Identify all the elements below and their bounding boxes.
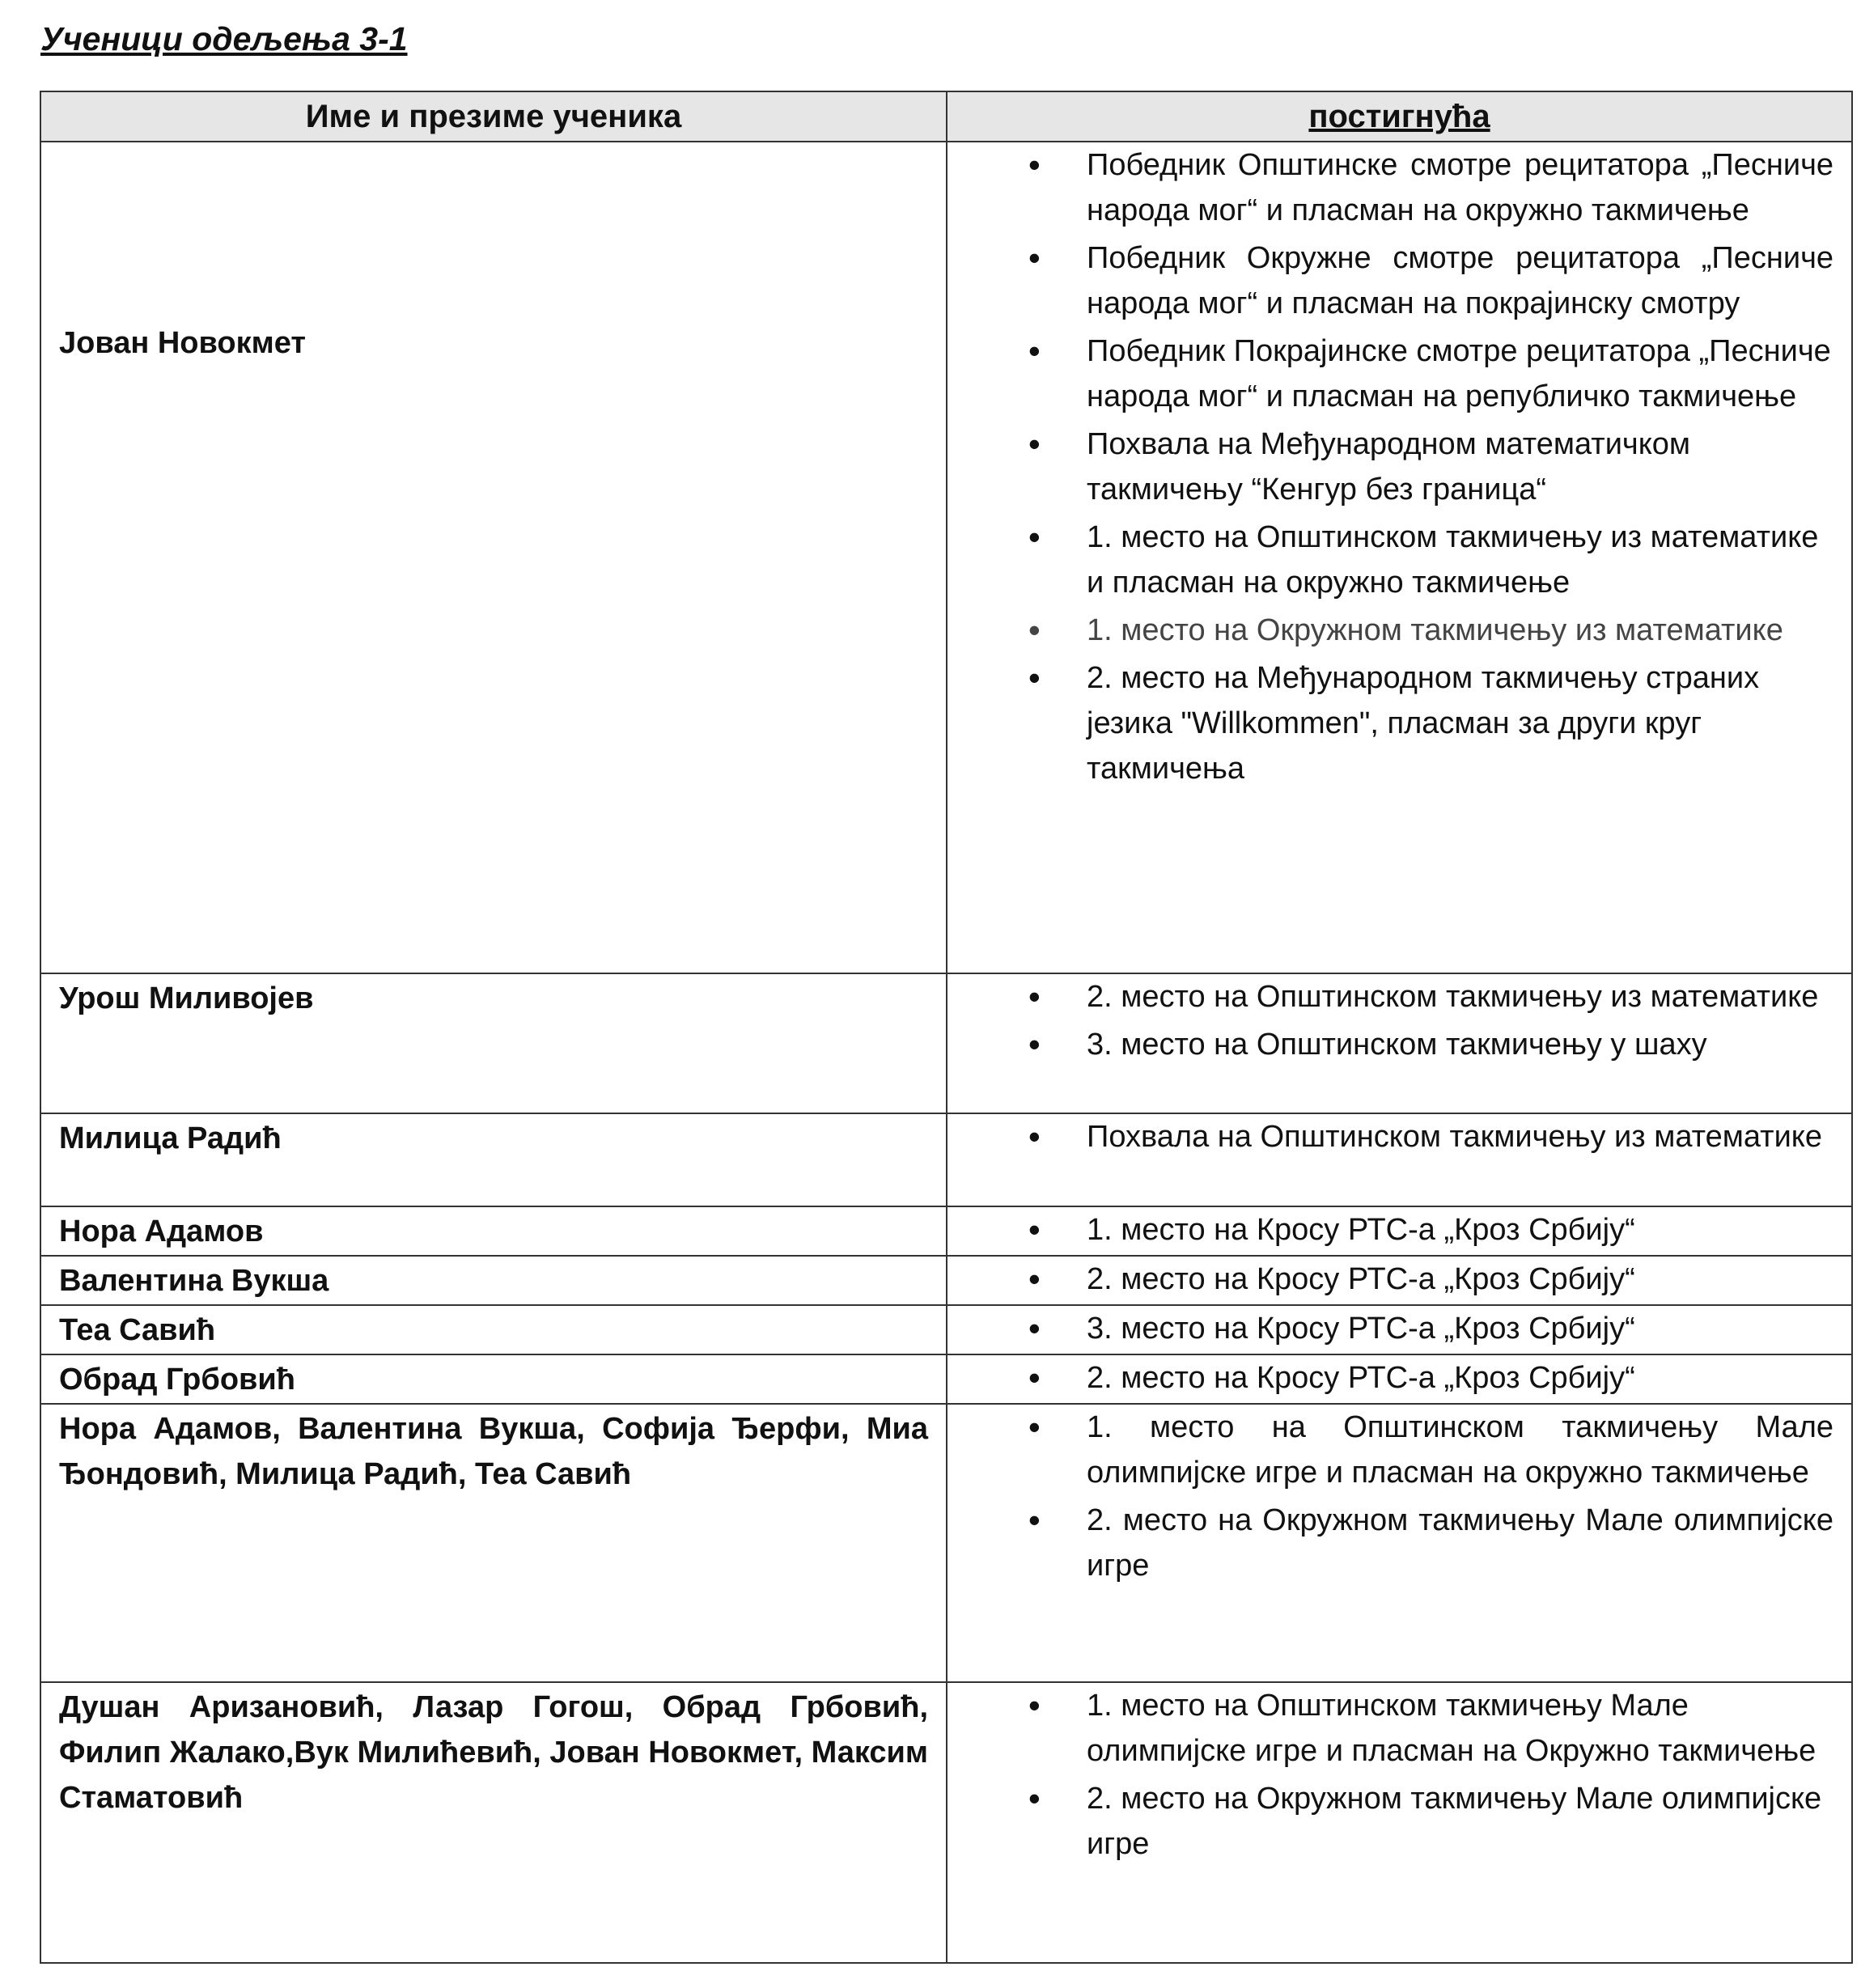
table-row — [40, 973, 1852, 1113]
achievement-item: • 1. место на Општинском такмичењу Мале олимпијске игре и пласман на Окружно такмичење — [947, 1683, 1833, 1774]
achievement-item: • Похвала на Међународном математичком такмичењу “Кенгур без граница“ — [947, 422, 1833, 512]
achievement-item: • 3. место на Општинском такмичењу у шаху — [947, 1022, 1833, 1067]
table-row — [40, 1256, 1852, 1305]
table-row — [40, 1682, 1852, 1963]
achievements-cell — [947, 1404, 1852, 1682]
achievement-list — [947, 1683, 1851, 1867]
achievements-cell — [947, 1354, 1852, 1404]
header-achievements-label: постигнућа — [1308, 98, 1490, 134]
table-row — [40, 1354, 1852, 1404]
achievements-cell — [947, 1113, 1852, 1206]
student-name: Обрад Грбовић — [40, 1354, 947, 1404]
student-name: Нора Адамов, Валентина Вукша, Софија Ђерфи, Миа Ђондовић, Милица Радић, Теа Савић — [40, 1404, 947, 1682]
table-row — [40, 1113, 1852, 1206]
table-row — [40, 1305, 1852, 1354]
achievement-list — [947, 1114, 1851, 1159]
student-name: Душан Аризановић, Лазар Гогош, Обрад Грбовић, Филип Жалако,Вук Милићевић, Јован Новокмет, Максим Стаматовић — [40, 1682, 947, 1963]
achievement-item: • Похвала на Општинском такмичењу из математике — [947, 1114, 1833, 1159]
achievements-table — [40, 91, 1853, 1964]
student-name: Милица Радић — [40, 1113, 947, 1206]
header-achievements — [947, 91, 1852, 142]
achievement-list — [947, 974, 1851, 1067]
table-header-row — [40, 91, 1852, 142]
achievement-item: • 2. место на Кросу РТС-а „Кроз Србију“ — [947, 1355, 1833, 1401]
achievement-item: • 1. место на Окружном такмичењу из математике — [947, 608, 1833, 653]
document-title: Ученици одељења 3-1 — [40, 20, 408, 57]
achievement-item: • 2. место на Кросу РТС-а „Кроз Србију“ — [947, 1257, 1833, 1302]
achievements-cell — [947, 142, 1852, 973]
achievement-item: • 2. место на Општинском такмичењу из математике — [947, 974, 1833, 1019]
achievement-item: • Победник Покрајинске смотре рецитатора „Песниче народа мог“ и пласман на републичко такмичење — [947, 329, 1833, 419]
header-student-name: Име и презиме ученика — [40, 91, 947, 142]
achievements-cell — [947, 1682, 1852, 1963]
student-name: Урош Миливојев — [40, 973, 947, 1113]
achievement-list — [947, 1306, 1851, 1351]
student-name: Јован Новокмет — [40, 142, 947, 973]
achievement-item: • 1. место на Општинском такмичењу из математике и пласман на окружно такмичење — [947, 515, 1833, 605]
table-row — [40, 1206, 1852, 1256]
student-name: Нора Адамов — [40, 1206, 947, 1256]
achievement-item: • 1. место на Општинском такмичењу Мале олимпијске игре и пласман на окружно такмичење — [947, 1405, 1833, 1495]
achievement-list — [947, 1207, 1851, 1253]
achievements-cell — [947, 1206, 1852, 1256]
achievement-list — [947, 1257, 1851, 1302]
achievements-cell — [947, 973, 1852, 1113]
achievement-item: • 3. место на Кросу РТС-а „Кроз Србију“ — [947, 1306, 1833, 1351]
table-row — [40, 142, 1852, 973]
achievement-list — [947, 1355, 1851, 1401]
achievements-cell — [947, 1256, 1852, 1305]
achievement-item: • 1. место на Кросу РТС-а „Кроз Србију“ — [947, 1207, 1833, 1253]
achievement-item: • Победник Окружне смотре рецитатора „Песниче народа мог“ и пласман на покрајинску смотру — [947, 235, 1833, 326]
student-name: Теа Савић — [40, 1305, 947, 1354]
table-row — [40, 1404, 1852, 1682]
achievement-list — [947, 1405, 1851, 1588]
achievement-item: • Победник Општинске смотре рецитатора „Песниче народа мог“ и пласман на окружно такмичење — [947, 142, 1833, 233]
student-name: Валентина Вукша — [40, 1256, 947, 1305]
achievements-cell — [947, 1305, 1852, 1354]
achievement-item: • 2. место на Међународном такмичењу страних језика "Willkommen", пласман за други круг такмичења — [947, 655, 1833, 791]
achievement-item: • 2. место на Окружном такмичењу Мале олимпијске игре — [947, 1776, 1833, 1867]
achievement-list — [947, 142, 1851, 791]
achievement-item: • 2. место на Окружном такмичењу Мале олимпијске игре — [947, 1498, 1833, 1588]
